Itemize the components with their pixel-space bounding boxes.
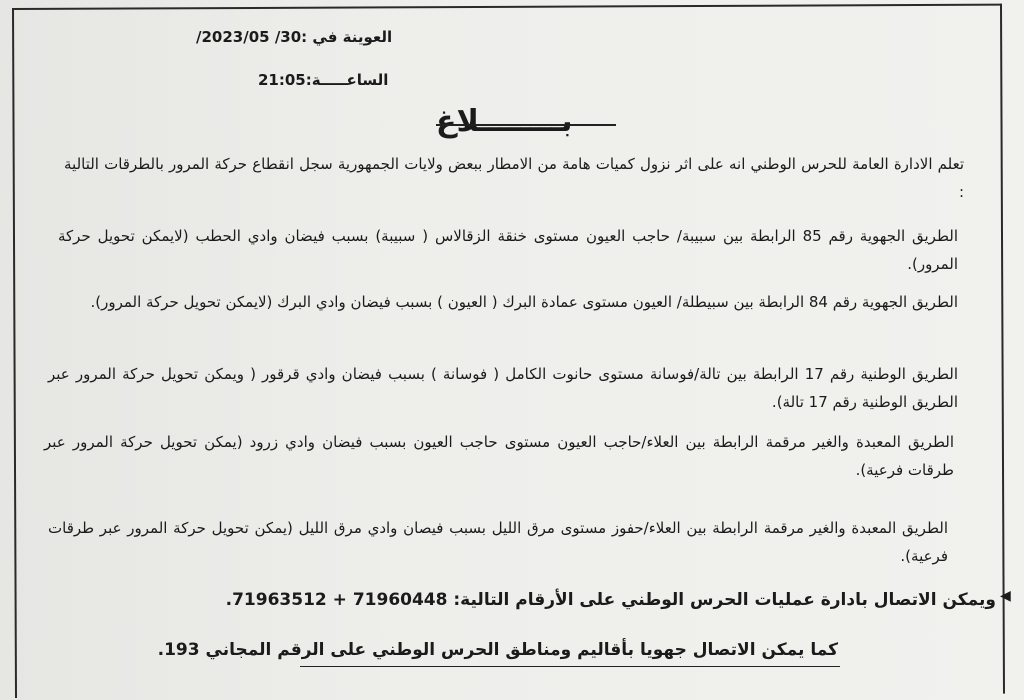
document-title: بــــــــلاغ xyxy=(436,104,573,139)
contact-line-2: كما يمكن الاتصال جهويا بأقاليم ومناطق الحرس الوطني على الرقم المجاني 193. xyxy=(157,640,838,660)
road-item-3: الطريق الوطنية رقم 17 الرابطة بين تالة/فوسانة مستوى حانوت الكامل ( فوسانة ) بسبب فيضان وادي قرقور ( ويمكن تحويل حركة المرور عبر الطريق الوطنية رقم 17 تالة). xyxy=(48,365,959,411)
time-line: الساعـــــة:21:05 xyxy=(258,71,389,89)
contact-line-1: ويمكن الاتصال بادارة عمليات الحرس الوطني على الأرقام التالية: 71960448 + 71963512. xyxy=(225,590,996,610)
road-item-4: الطريق المعبدة والغير مرقمة الرابطة بين العلاء/حاجب العيون مستوى حاجب العيون بسبب فيضان وادي زرود (يمكن تحويل حركة المرور عبر طرقات فرعية). xyxy=(44,433,954,479)
date-line: العوينة في :30/ 2023/05/ xyxy=(196,28,393,46)
road-item-2: الطريق الجهوية رقم 84 الرابطة بين سبيطلة/ العيون مستوى عمادة البرك ( العيون ) بسبب فيضان وادي البرك (لايمكن تحويل حركة المرور). xyxy=(90,293,958,311)
bullet-arrow-icon: ◀ xyxy=(1000,588,1011,604)
contact-underline xyxy=(300,666,840,667)
road-item-1: الطريق الجهوية رقم 85 الرابطة بين سبيبة/ حاجب العيون مستوى خنقة الزقالاس ( سبيبة) بسبب فيضان وادي الحطب (لايمكن تحويل حركة المرور). xyxy=(58,227,958,273)
road-item-5: الطريق المعبدة والغير مرقمة الرابطة بين العلاء/حفوز مستوى مرق الليل بسبب فيصان وادي مرق الليل (يمكن تحويل حركة المرور عبر طرقات فرعية). xyxy=(48,519,948,565)
title-underline xyxy=(436,124,616,126)
intro-paragraph: تعلم الادارة العامة للحرس الوطني انه على اثر نزول كميات هامة من الامطار ببعض ولايات الجمهورية سجل انقطاع حركة المرور بالطرقات التالية : xyxy=(64,155,964,201)
